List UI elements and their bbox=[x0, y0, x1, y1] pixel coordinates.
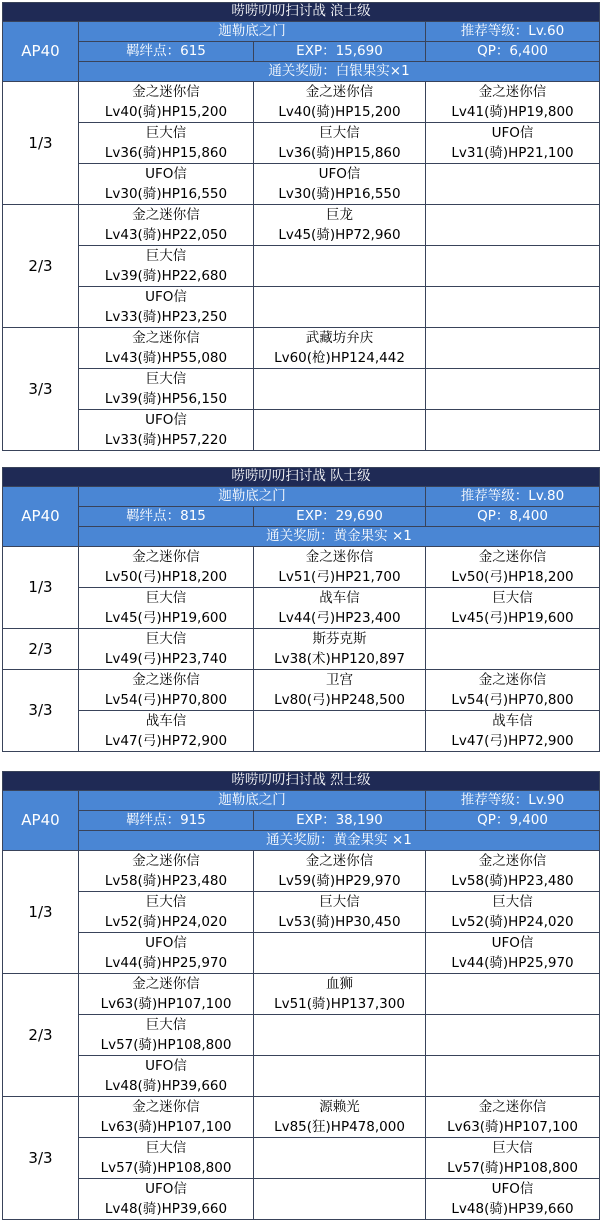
empty-cell bbox=[254, 1056, 426, 1097]
enemy-stats: Lv54(弓)HP70,800 bbox=[104, 692, 228, 708]
quest-table bbox=[2, 467, 600, 752]
enemy-name: 巨大信 bbox=[319, 894, 360, 910]
enemy-stats: Lv59(骑)HP29,970 bbox=[278, 873, 401, 889]
enemy-name: 金之迷你信 bbox=[132, 549, 200, 565]
qp-value: QP：6,400 bbox=[426, 42, 600, 62]
enemy-cell bbox=[426, 1138, 600, 1179]
enemy-cell bbox=[79, 1056, 254, 1097]
enemy-cell bbox=[254, 123, 426, 164]
enemy-stats: Lv45(弓)HP19,600 bbox=[104, 610, 228, 626]
enemy-row bbox=[3, 410, 600, 451]
wave-label: 2/3 bbox=[3, 205, 79, 328]
enemy-cell bbox=[254, 974, 426, 1015]
enemy-row bbox=[3, 1179, 600, 1220]
enemy-row bbox=[3, 629, 600, 670]
bond-points: 羁绊点：815 bbox=[79, 507, 254, 527]
wave-label: 3/3 bbox=[3, 328, 79, 451]
enemy-cell bbox=[254, 892, 426, 933]
empty-cell bbox=[254, 246, 426, 287]
wave-label: 1/3 bbox=[3, 547, 79, 629]
enemy-stats: Lv48(骑)HP39,660 bbox=[104, 1078, 228, 1094]
enemy-cell bbox=[79, 82, 254, 123]
empty-cell bbox=[426, 974, 600, 1015]
enemy-name: 金之迷你信 bbox=[478, 1099, 547, 1115]
enemy-name: 金之迷你信 bbox=[478, 853, 547, 869]
enemy-cell bbox=[79, 851, 254, 892]
enemy-stats: Lv57(骑)HP108,800 bbox=[100, 1037, 232, 1053]
enemy-name: UFO信 bbox=[145, 1181, 187, 1197]
exp-value: EXP：15,690 bbox=[254, 42, 426, 62]
enemy-row bbox=[3, 1056, 600, 1097]
wave-label: 3/3 bbox=[3, 670, 79, 752]
enemy-cell bbox=[79, 974, 254, 1015]
enemy-stats: Lv44(弓)HP23,400 bbox=[278, 610, 401, 626]
enemy-row bbox=[3, 82, 600, 123]
enemy-stats: Lv58(骑)HP23,480 bbox=[451, 873, 574, 889]
enemy-cell bbox=[254, 82, 426, 123]
enemy-row bbox=[3, 123, 600, 164]
qp-value: QP：9,400 bbox=[426, 811, 600, 831]
enemy-row bbox=[3, 164, 600, 205]
enemy-row bbox=[3, 328, 600, 369]
enemy-name: UFO信 bbox=[318, 166, 361, 182]
enemy-stats: Lv44(骑)HP25,970 bbox=[451, 955, 574, 971]
bond-points: 羁绊点：615 bbox=[79, 42, 254, 62]
enemy-cell bbox=[79, 123, 254, 164]
enemy-name: 金之迷你信 bbox=[132, 853, 200, 869]
enemy-cell bbox=[79, 547, 254, 588]
empty-cell bbox=[426, 164, 600, 205]
enemy-name: 巨龙 bbox=[326, 207, 353, 223]
enemy-name: 巨大信 bbox=[492, 1140, 533, 1156]
enemy-stats: Lv41(骑)HP19,800 bbox=[451, 104, 574, 120]
wave-label: 1/3 bbox=[3, 82, 79, 205]
enemy-name: 巨大信 bbox=[492, 894, 533, 910]
enemy-row bbox=[3, 933, 600, 974]
enemy-cell bbox=[79, 1179, 254, 1220]
enemy-cell bbox=[79, 164, 254, 205]
enemy-name: 战车信 bbox=[492, 713, 533, 729]
enemy-row bbox=[3, 1097, 600, 1138]
enemy-stats: Lv57(骑)HP108,800 bbox=[447, 1160, 578, 1176]
empty-cell bbox=[254, 1015, 426, 1056]
enemy-row bbox=[3, 369, 600, 410]
enemy-name: UFO信 bbox=[491, 1181, 534, 1197]
enemy-name: 源赖光 bbox=[319, 1099, 360, 1115]
enemy-cell bbox=[254, 851, 426, 892]
wave-label: 3/3 bbox=[3, 1097, 79, 1220]
enemy-cell bbox=[426, 670, 600, 711]
empty-cell bbox=[254, 369, 426, 410]
enemy-name: UFO信 bbox=[145, 1058, 187, 1074]
enemy-cell bbox=[79, 933, 254, 974]
enemy-stats: Lv43(骑)HP22,050 bbox=[104, 227, 228, 243]
qp-value: QP：8,400 bbox=[426, 507, 600, 527]
enemy-name: 巨大信 bbox=[492, 590, 533, 606]
enemy-name: 金之迷你信 bbox=[132, 1099, 200, 1115]
enemy-name: 金之迷你信 bbox=[478, 672, 547, 688]
enemy-stats: Lv30(骑)HP16,550 bbox=[104, 186, 228, 202]
recommended-level: 推荐等级：Lv.80 bbox=[426, 487, 600, 507]
enemy-cell bbox=[254, 588, 426, 629]
enemy-row bbox=[3, 547, 600, 588]
enemy-name: 巨大信 bbox=[145, 248, 187, 264]
enemy-stats: Lv63(骑)HP107,100 bbox=[447, 1119, 578, 1135]
enemy-row bbox=[3, 974, 600, 1015]
empty-cell bbox=[426, 410, 600, 451]
enemy-name: UFO信 bbox=[491, 935, 534, 951]
enemy-cell bbox=[254, 629, 426, 670]
enemy-name: 卫宫 bbox=[326, 672, 353, 688]
enemy-name: 巨大信 bbox=[145, 631, 187, 647]
enemy-name: 巨大信 bbox=[145, 1017, 187, 1033]
enemy-cell bbox=[254, 670, 426, 711]
enemy-cell bbox=[426, 892, 600, 933]
enemy-name: 巨大信 bbox=[145, 1140, 187, 1156]
empty-cell bbox=[254, 711, 426, 752]
empty-cell bbox=[254, 933, 426, 974]
enemy-stats: Lv51(骑)HP137,300 bbox=[274, 996, 405, 1012]
enemy-stats: Lv47(弓)HP72,900 bbox=[451, 733, 574, 749]
enemy-stats: Lv40(骑)HP15,200 bbox=[278, 104, 401, 120]
empty-cell bbox=[426, 1015, 600, 1056]
enemy-cell bbox=[426, 1097, 600, 1138]
enemy-name: 金之迷你信 bbox=[305, 84, 374, 100]
enemy-cell bbox=[254, 1097, 426, 1138]
enemy-stats: Lv58(骑)HP23,480 bbox=[104, 873, 228, 889]
enemy-row bbox=[3, 588, 600, 629]
enemy-cell bbox=[79, 892, 254, 933]
ap-cost: AP40 bbox=[3, 487, 79, 547]
enemy-stats: Lv31(骑)HP21,100 bbox=[451, 145, 574, 161]
enemy-name: 战车信 bbox=[145, 713, 187, 729]
enemy-cell bbox=[426, 547, 600, 588]
enemy-stats: Lv47(弓)HP72,900 bbox=[104, 733, 228, 749]
enemy-name: 金之迷你信 bbox=[132, 672, 200, 688]
enemy-stats: Lv38(术)HP120,897 bbox=[274, 651, 405, 667]
enemy-stats: Lv39(骑)HP56,150 bbox=[104, 391, 228, 407]
enemy-name: 血狮 bbox=[326, 976, 353, 992]
enemy-name: 金之迷你信 bbox=[305, 549, 374, 565]
clear-reward: 通关奖励：黄金果实 ×1 bbox=[79, 527, 600, 547]
enemy-cell bbox=[79, 1138, 254, 1179]
enemy-name: 金之迷你信 bbox=[132, 84, 200, 100]
exp-value: EXP：29,690 bbox=[254, 507, 426, 527]
enemy-name: 金之迷你信 bbox=[305, 853, 374, 869]
enemy-cell bbox=[254, 205, 426, 246]
enemy-row bbox=[3, 851, 600, 892]
enemy-stats: Lv50(弓)HP18,200 bbox=[451, 569, 574, 585]
enemy-stats: Lv51(弓)HP21,700 bbox=[278, 569, 401, 585]
enemy-name: 斯芬克斯 bbox=[312, 631, 367, 647]
enemy-name: 金之迷你信 bbox=[132, 207, 200, 223]
enemy-cell bbox=[426, 82, 600, 123]
enemy-cell bbox=[79, 246, 254, 287]
recommended-level: 推荐等级：Lv.90 bbox=[426, 791, 600, 811]
enemy-name: 巨大信 bbox=[145, 371, 187, 387]
quest-location: 迦勒底之门 bbox=[79, 22, 426, 42]
enemy-row bbox=[3, 1138, 600, 1179]
enemy-name: 武藏坊弁庆 bbox=[305, 330, 374, 346]
empty-cell bbox=[426, 369, 600, 410]
empty-cell bbox=[254, 287, 426, 328]
bond-points: 羁绊点：915 bbox=[79, 811, 254, 831]
enemy-name: 战车信 bbox=[319, 590, 360, 606]
enemy-row bbox=[3, 287, 600, 328]
enemy-stats: Lv43(骑)HP55,080 bbox=[104, 350, 228, 366]
recommended-level: 推荐等级：Lv.60 bbox=[426, 22, 600, 42]
enemy-name: 金之迷你信 bbox=[132, 330, 200, 346]
enemy-cell bbox=[254, 328, 426, 369]
quest-title: 唠唠叨叨扫讨战 队士级 bbox=[3, 468, 600, 487]
enemy-cell bbox=[426, 1179, 600, 1220]
enemy-stats: Lv39(骑)HP22,680 bbox=[104, 268, 228, 284]
enemy-stats: Lv40(骑)HP15,200 bbox=[104, 104, 228, 120]
ap-cost: AP40 bbox=[3, 791, 79, 851]
enemy-name: UFO信 bbox=[145, 935, 187, 951]
quest-table bbox=[2, 2, 600, 451]
enemy-stats: Lv33(骑)HP23,250 bbox=[104, 309, 228, 325]
enemy-stats: Lv33(骑)HP57,220 bbox=[104, 432, 228, 448]
empty-cell bbox=[254, 1179, 426, 1220]
enemy-row bbox=[3, 892, 600, 933]
enemy-cell bbox=[79, 410, 254, 451]
enemy-row bbox=[3, 711, 600, 752]
enemy-stats: Lv36(骑)HP15,860 bbox=[104, 145, 228, 161]
ap-cost: AP40 bbox=[3, 22, 79, 82]
enemy-cell bbox=[426, 711, 600, 752]
enemy-name: 金之迷你信 bbox=[478, 84, 547, 100]
enemy-stats: Lv57(骑)HP108,800 bbox=[100, 1160, 232, 1176]
clear-reward: 通关奖励：黄金果实 ×1 bbox=[79, 831, 600, 851]
enemy-name: UFO信 bbox=[145, 289, 187, 305]
enemy-name: 巨大信 bbox=[145, 894, 187, 910]
enemy-row bbox=[3, 1015, 600, 1056]
enemy-name: UFO信 bbox=[491, 125, 534, 141]
enemy-cell bbox=[79, 1015, 254, 1056]
quest-title: 唠唠叨叨扫讨战 烈士级 bbox=[3, 772, 600, 791]
enemy-cell bbox=[79, 369, 254, 410]
enemy-cell bbox=[79, 588, 254, 629]
enemy-cell bbox=[426, 123, 600, 164]
enemy-name: 金之迷你信 bbox=[478, 549, 547, 565]
enemy-stats: Lv80(弓)HP248,500 bbox=[274, 692, 405, 708]
enemy-cell bbox=[426, 933, 600, 974]
enemy-stats: Lv45(弓)HP19,600 bbox=[451, 610, 574, 626]
empty-cell bbox=[426, 287, 600, 328]
enemy-cell bbox=[426, 851, 600, 892]
enemy-row bbox=[3, 205, 600, 246]
empty-cell bbox=[254, 410, 426, 451]
enemy-stats: Lv45(骑)HP72,960 bbox=[278, 227, 401, 243]
enemy-stats: Lv44(骑)HP25,970 bbox=[104, 955, 228, 971]
quest-location: 迦勒底之门 bbox=[79, 487, 426, 507]
enemy-cell bbox=[79, 670, 254, 711]
enemy-cell bbox=[79, 711, 254, 752]
clear-reward: 通关奖励：白银果实×1 bbox=[79, 62, 600, 82]
empty-cell bbox=[426, 246, 600, 287]
enemy-stats: Lv53(骑)HP30,450 bbox=[278, 914, 401, 930]
enemy-stats: Lv49(弓)HP23,740 bbox=[104, 651, 228, 667]
enemy-stats: Lv63(骑)HP107,100 bbox=[100, 1119, 232, 1135]
enemy-row bbox=[3, 670, 600, 711]
enemy-stats: Lv85(狂)HP478,000 bbox=[274, 1119, 405, 1135]
enemy-stats: Lv36(骑)HP15,860 bbox=[278, 145, 401, 161]
empty-cell bbox=[426, 629, 600, 670]
enemy-stats: Lv60(枪)HP124,442 bbox=[274, 350, 405, 366]
enemy-name: 金之迷你信 bbox=[132, 976, 200, 992]
enemy-cell bbox=[254, 164, 426, 205]
enemy-stats: Lv30(骑)HP16,550 bbox=[278, 186, 401, 202]
quest-location: 迦勒底之门 bbox=[79, 791, 426, 811]
quest-title: 唠唠叨叨扫讨战 浪士级 bbox=[3, 3, 600, 22]
enemy-cell bbox=[79, 1097, 254, 1138]
wave-label: 2/3 bbox=[3, 629, 79, 670]
enemy-stats: Lv52(骑)HP24,020 bbox=[104, 914, 228, 930]
enemy-stats: Lv54(弓)HP70,800 bbox=[451, 692, 574, 708]
enemy-cell bbox=[79, 205, 254, 246]
enemy-name: UFO信 bbox=[145, 166, 187, 182]
enemy-cell bbox=[79, 629, 254, 670]
empty-cell bbox=[426, 205, 600, 246]
enemy-name: 巨大信 bbox=[145, 125, 187, 141]
enemy-cell bbox=[79, 287, 254, 328]
empty-cell bbox=[426, 1056, 600, 1097]
enemy-stats: Lv48(骑)HP39,660 bbox=[451, 1201, 574, 1217]
enemy-cell bbox=[426, 588, 600, 629]
enemy-stats: Lv50(弓)HP18,200 bbox=[104, 569, 228, 585]
enemy-name: 巨大信 bbox=[145, 590, 187, 606]
empty-cell bbox=[426, 328, 600, 369]
empty-cell bbox=[254, 1138, 426, 1179]
enemy-name: UFO信 bbox=[145, 412, 187, 428]
enemy-cell bbox=[79, 328, 254, 369]
exp-value: EXP：38,190 bbox=[254, 811, 426, 831]
enemy-stats: Lv52(骑)HP24,020 bbox=[451, 914, 574, 930]
wave-label: 1/3 bbox=[3, 851, 79, 974]
enemy-row bbox=[3, 246, 600, 287]
enemy-stats: Lv63(骑)HP107,100 bbox=[100, 996, 232, 1012]
wave-label: 2/3 bbox=[3, 974, 79, 1097]
enemy-stats: Lv48(骑)HP39,660 bbox=[104, 1201, 228, 1217]
quest-table bbox=[2, 771, 600, 1220]
enemy-cell bbox=[254, 547, 426, 588]
enemy-name: 巨大信 bbox=[319, 125, 360, 141]
